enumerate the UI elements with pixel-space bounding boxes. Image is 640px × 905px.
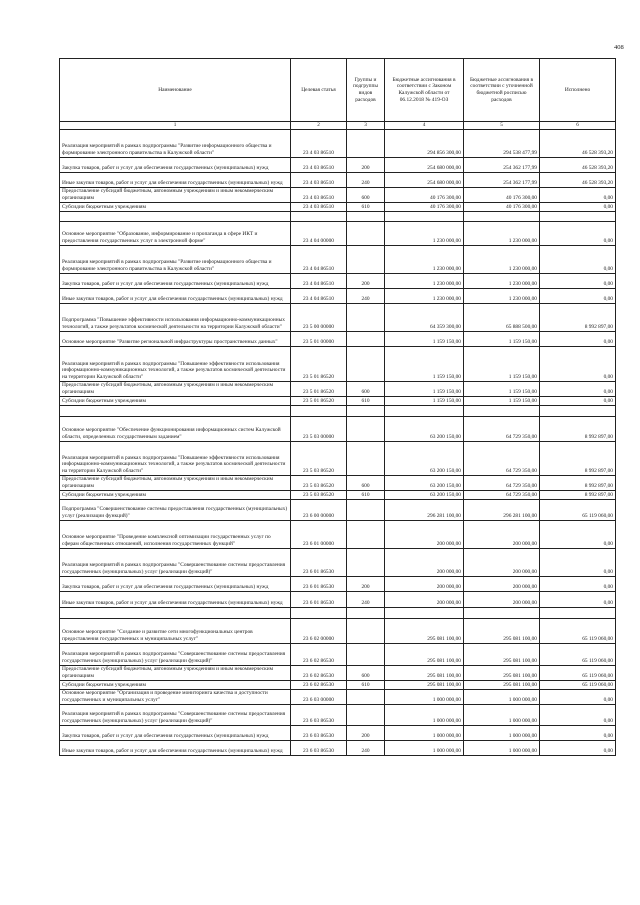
row-group-code [347,129,385,157]
row-group-code [347,520,385,548]
row-law-amount: 200 000,00 [385,576,464,591]
row-law-amount: 1 230 000,00 [385,288,464,303]
spacer-cell [60,607,291,618]
row-group-code: 600 [347,475,385,490]
row-name: Реализация мероприятий в рамках подпрограммы "Развитие информационного общества и формирование электронного правительства в Калужской области" [60,245,291,273]
row-law-amount: 63 200 150,00 [385,441,464,475]
row-executed-amount: 0,00 [540,725,616,740]
row-target-code: 23 4 03 86510 [291,157,347,172]
row-target-code: 23 5 03 00000 [291,416,347,441]
table-row [60,202,616,211]
row-law-amount: 1 000 000,00 [385,725,464,740]
row-law-amount: 200 000,00 [385,591,464,607]
row-group-code: 600 [347,381,385,396]
row-law-amount: 1 230 000,00 [385,221,464,245]
table-row [60,689,616,704]
row-target-code: 23 6 01 00000 [291,520,347,548]
row-law-amount: 1 000 000,00 [385,704,464,725]
row-executed-amount: 0,00 [540,273,616,288]
header-name: Наименование [60,59,291,122]
row-target-code: 23 4 03 86510 [291,202,347,211]
row-name: Реализация мероприятий в рамках подпрограммы "Совершенствование системы предоставления государственных (муниципальных) услуг (реализации функций)" [60,548,291,576]
row-target-code: 23 6 02 86530 [291,680,347,689]
row-name: Иные закупки товаров, работ и услуг для обеспечения государственных (муниципальных) нужд [60,591,291,607]
spacer-cell [540,405,616,416]
table-row [60,221,616,245]
spacer-row [60,211,616,221]
row-name: Иные закупки товаров, работ и услуг для обеспечения государственных (муниципальных) нужд [60,288,291,303]
row-target-code: 23 6 03 86530 [291,740,347,755]
row-refined-amount: 200 000,00 [464,576,540,591]
row-name: Основное мероприятие "Обеспечение функционирования информационных систем Калужской области, определенных государственным заданием" [60,416,291,441]
table-row [60,441,616,475]
table-row [60,172,616,187]
row-name: Иные закупки товаров, работ и услуг для обеспечения государственных (муниципальных) нужд [60,172,291,187]
row-group-code [347,416,385,441]
row-target-code: 23 5 03 86520 [291,441,347,475]
row-law-amount: 254 680 000,00 [385,157,464,172]
spacer-cell [60,211,291,221]
row-executed-amount: 0,00 [540,221,616,245]
row-target-code: 23 4 04 86510 [291,288,347,303]
table-row [60,704,616,725]
row-name: Закупка товаров, работ и услуг для обеспечения государственных (муниципальных) нужд [60,725,291,740]
row-executed-amount: 65 119 060,00 [540,643,616,665]
row-executed-amount: 65 119 060,00 [540,618,616,643]
header-row [60,59,616,122]
row-refined-amount: 64 729 350,00 [464,475,540,490]
row-executed-amount: 0,00 [540,346,616,381]
row-group-code [347,303,385,331]
row-target-code: 23 4 03 86510 [291,172,347,187]
row-group-code: 240 [347,740,385,755]
row-refined-amount: 1 000 000,00 [464,740,540,755]
row-refined-amount: 1 000 000,00 [464,704,540,725]
row-target-code: 23 6 01 86530 [291,576,347,591]
row-group-code [347,643,385,665]
row-refined-amount: 254 362 177,99 [464,172,540,187]
row-group-code [347,331,385,346]
row-law-amount: 64 359 300,00 [385,303,464,331]
row-refined-amount: 1 230 000,00 [464,273,540,288]
spacer-cell [291,405,347,416]
page-number: 408 [614,44,624,51]
spacer-cell [464,607,540,618]
row-group-code: 610 [347,202,385,211]
column-number: 1 [60,122,291,130]
row-name: Субсидии бюджетным учреждениям [60,396,291,405]
row-executed-amount: 46 528 393,20 [540,129,616,157]
table-row [60,346,616,381]
row-target-code: 23 6 02 00000 [291,618,347,643]
header-group: Группы и подгруппы видов расходов [347,59,385,122]
row-law-amount: 63 200 150,00 [385,490,464,499]
row-executed-amount: 0,00 [540,740,616,755]
row-target-code: 23 4 04 86510 [291,273,347,288]
row-executed-amount: 8 992 897,00 [540,416,616,441]
table-row [60,187,616,202]
row-target-code: 23 6 01 86530 [291,591,347,607]
row-executed-amount: 0,00 [540,704,616,725]
row-group-code: 200 [347,725,385,740]
table-row [60,490,616,499]
row-name: Подпрограмма "Совершенствование системы предоставления государственных (муниципальных) услуг (реализации функций)" [60,499,291,520]
row-target-code: 23 5 01 86520 [291,396,347,405]
row-group-code: 610 [347,680,385,689]
row-name: Закупка товаров, работ и услуг для обеспечения государственных (муниципальных) нужд [60,273,291,288]
spacer-cell [291,607,347,618]
row-law-amount: 1 159 150,00 [385,396,464,405]
row-target-code: 23 4 03 86510 [291,129,347,157]
table-row [60,643,616,665]
row-name: Закупка товаров, работ и услуг для обеспечения государственных (муниципальных) нужд [60,157,291,172]
row-law-amount: 63 200 150,00 [385,475,464,490]
table-row [60,331,616,346]
row-law-amount: 1 000 000,00 [385,740,464,755]
row-executed-amount: 0,00 [540,331,616,346]
header-refined: Бюджетные ассигнования в соответствии с уточненной бюджетной росписью расходов [464,59,540,122]
table-row [60,618,616,643]
row-refined-amount: 1 230 000,00 [464,221,540,245]
row-group-code [347,441,385,475]
spacer-cell [540,607,616,618]
row-executed-amount: 46 528 393,20 [540,157,616,172]
spacer-cell [464,405,540,416]
row-name: Предоставление субсидий бюджетным, автономным учреждениям и иным некоммерческим организациям [60,665,291,680]
row-group-code [347,221,385,245]
row-executed-amount: 0,00 [540,576,616,591]
row-refined-amount: 1 000 000,00 [464,725,540,740]
row-executed-amount: 0,00 [540,202,616,211]
row-refined-amount: 64 729 350,00 [464,441,540,475]
row-law-amount: 200 000,00 [385,548,464,576]
spacer-cell [464,211,540,221]
row-name: Предоставление субсидий бюджетным, автономным учреждениям и иным некоммерческим организациям [60,475,291,490]
row-executed-amount: 65 119 060,00 [540,680,616,689]
spacer-cell [347,405,385,416]
row-group-code: 240 [347,288,385,303]
row-target-code: 23 5 01 00000 [291,331,347,346]
row-group-code [347,346,385,381]
row-executed-amount: 65 119 060,00 [540,665,616,680]
column-number: 5 [464,122,540,130]
table-row [60,396,616,405]
row-target-code: 23 6 03 86530 [291,704,347,725]
row-group-code: 240 [347,172,385,187]
table-row [60,416,616,441]
row-target-code: 23 6 02 86530 [291,665,347,680]
row-executed-amount: 0,00 [540,381,616,396]
row-refined-amount: 64 729 350,00 [464,490,540,499]
row-executed-amount: 65 119 060,00 [540,499,616,520]
row-group-code [347,618,385,643]
table-row [60,680,616,689]
row-refined-amount: 40 176 300,00 [464,202,540,211]
row-name: Предоставление субсидий бюджетным, автономным учреждениям и иным некоммерческим организациям [60,187,291,202]
row-executed-amount: 46 528 393,20 [540,172,616,187]
column-number: 4 [385,122,464,130]
row-law-amount: 63 200 150,00 [385,416,464,441]
table-row [60,245,616,273]
row-refined-amount: 200 000,00 [464,548,540,576]
row-law-amount: 1 230 000,00 [385,273,464,288]
row-group-code: 200 [347,273,385,288]
row-group-code [347,499,385,520]
spacer-row [60,405,616,416]
spacer-cell [291,211,347,221]
header-target: Целевая статья [291,59,347,122]
row-executed-amount: 8 992 897,00 [540,490,616,499]
row-refined-amount: 65 888 500,00 [464,303,540,331]
table-row [60,725,616,740]
row-refined-amount: 64 729 350,00 [464,416,540,441]
row-law-amount: 1 159 150,00 [385,331,464,346]
row-law-amount: 295 081 100,00 [385,680,464,689]
row-group-code: 600 [347,665,385,680]
row-executed-amount: 8 992 897,00 [540,303,616,331]
row-refined-amount: 294 538 477,99 [464,129,540,157]
row-law-amount: 295 081 100,00 [385,665,464,680]
row-target-code: 23 6 00 00000 [291,499,347,520]
row-law-amount: 294 856 300,00 [385,129,464,157]
row-name: Предоставление субсидий бюджетным, автономным учреждениям и иным некоммерческим организациям [60,381,291,396]
spacer-cell [347,607,385,618]
row-law-amount: 1 159 150,00 [385,381,464,396]
row-target-code: 23 5 00 00000 [291,303,347,331]
row-executed-amount: 0,00 [540,187,616,202]
table-row [60,499,616,520]
row-refined-amount: 1 230 000,00 [464,288,540,303]
row-refined-amount: 1 159 150,00 [464,346,540,381]
table-row [60,665,616,680]
row-name: Основное мероприятие "Проведение комплексной оптимизации государственных услуг по сферам общественных отношений, исполнения государственных функций" [60,520,291,548]
row-group-code [347,704,385,725]
row-target-code: 23 4 03 86510 [291,187,347,202]
row-executed-amount: 0,00 [540,396,616,405]
table-row [60,157,616,172]
row-group-code: 600 [347,187,385,202]
row-law-amount: 40 176 300,00 [385,202,464,211]
row-target-code: 23 6 02 86530 [291,643,347,665]
row-refined-amount: 200 000,00 [464,591,540,607]
header-executed: Исполнено [540,59,616,122]
column-number: 3 [347,122,385,130]
row-name: Основное мероприятие "Развитие региональной инфраструктуры пространственных данных" [60,331,291,346]
table-row [60,740,616,755]
row-law-amount: 1 159 150,00 [385,346,464,381]
row-executed-amount: 8 992 897,00 [540,475,616,490]
row-refined-amount: 295 081 100,00 [464,665,540,680]
row-name: Основное мероприятие "Создание и развитие сети многофункциональных центров предоставления государственных и муниципальных услуг" [60,618,291,643]
table-row [60,381,616,396]
row-refined-amount: 40 176 300,00 [464,187,540,202]
table-body [60,129,616,755]
row-target-code: 23 5 03 86520 [291,490,347,499]
row-target-code: 23 4 04 86510 [291,245,347,273]
spacer-cell [60,405,291,416]
row-executed-amount: 0,00 [540,689,616,704]
row-refined-amount: 1 159 150,00 [464,331,540,346]
table-row [60,520,616,548]
row-name: Иные закупки товаров, работ и услуг для обеспечения государственных (муниципальных) нужд [60,740,291,755]
row-refined-amount: 254 362 177,99 [464,157,540,172]
row-group-code: 240 [347,591,385,607]
header-law: Бюджетные ассигнования в соответствии с Законом Калужской области от 06.12.2018 № 419-ОЗ [385,59,464,122]
row-refined-amount: 1 230 000,00 [464,245,540,273]
spacer-cell [540,211,616,221]
table-row [60,475,616,490]
spacer-row [60,607,616,618]
row-name: Закупка товаров, работ и услуг для обеспечения государственных (муниципальных) нужд [60,576,291,591]
row-name: Субсидии бюджетным учреждениям [60,202,291,211]
row-group-code: 200 [347,576,385,591]
row-group-code: 610 [347,490,385,499]
row-name: Основное мероприятие "Образование, информирование и пропаганда в сфере ИКТ и предоставления государственных услуг в электронной форме" [60,221,291,245]
row-name: Реализация мероприятий в рамках подпрограммы "Совершенствование системы предоставления государственных (муниципальных) услуг (реализации функций)" [60,643,291,665]
table-row [60,129,616,157]
row-refined-amount: 296 281 100,00 [464,499,540,520]
row-law-amount: 1 230 000,00 [385,245,464,273]
row-law-amount: 1 000 000,00 [385,689,464,704]
row-group-code [347,548,385,576]
table-row [60,576,616,591]
row-refined-amount: 295 081 100,00 [464,643,540,665]
row-refined-amount: 295 081 100,00 [464,618,540,643]
row-name: Подпрограмма "Повышение эффективности использования информационно-коммуникационных технологий, а также результатов космической деятельности на территории Калужской области" [60,303,291,331]
row-executed-amount: 0,00 [540,591,616,607]
column-number: 6 [540,122,616,130]
spacer-cell [385,405,464,416]
row-name: Субсидии бюджетным учреждениям [60,490,291,499]
row-executed-amount: 0,00 [540,288,616,303]
spacer-cell [385,211,464,221]
row-target-code: 23 6 01 86530 [291,548,347,576]
row-law-amount: 254 680 000,00 [385,172,464,187]
row-target-code: 23 5 01 86520 [291,346,347,381]
row-name: Субсидии бюджетным учреждениям [60,680,291,689]
spacer-cell [385,607,464,618]
table-row [60,273,616,288]
row-executed-amount: 0,00 [540,245,616,273]
row-refined-amount: 1 159 150,00 [464,381,540,396]
row-executed-amount: 0,00 [540,548,616,576]
spacer-cell [347,211,385,221]
row-name: Реализация мероприятий в рамках подпрограммы "Развитие информационного общества и формирование электронного правительства в Калужской области" [60,129,291,157]
row-target-code: 23 5 03 86520 [291,475,347,490]
row-refined-amount: 1 000 000,00 [464,689,540,704]
row-target-code: 23 4 04 00000 [291,221,347,245]
table-row [60,591,616,607]
row-name: Реализация мероприятий в рамках подпрограммы "Повышение эффективности использования информационно-коммуникационных технологий, а также результатов космической деятельности на территории Калужской области" [60,441,291,475]
row-executed-amount: 8 992 897,00 [540,441,616,475]
row-refined-amount: 200 000,00 [464,520,540,548]
budget-table [59,58,616,756]
row-law-amount: 295 081 100,00 [385,618,464,643]
row-refined-amount: 295 081 100,00 [464,680,540,689]
row-law-amount: 200 000,00 [385,520,464,548]
row-name: Основное мероприятие "Организация и проведение мониторинга качества и доступности государственных и муниципальных услуг" [60,689,291,704]
row-target-code: 23 5 01 86520 [291,381,347,396]
row-name: Реализация мероприятий в рамках подпрограммы "Совершенствование системы предоставления государственных (муниципальных) услуг (реализации функций)" [60,704,291,725]
row-group-code [347,245,385,273]
row-law-amount: 295 081 100,00 [385,643,464,665]
column-number-row [60,122,616,130]
row-target-code: 23 6 03 86530 [291,725,347,740]
column-number: 2 [291,122,347,130]
row-target-code: 23 6 03 00000 [291,689,347,704]
row-law-amount: 296 281 100,00 [385,499,464,520]
row-group-code: 200 [347,157,385,172]
table-row [60,303,616,331]
row-group-code [347,689,385,704]
row-name: Реализация мероприятий в рамках подпрограммы "Повышение эффективности использования информационно-коммуникационных технологий, а также результатов космической деятельности на территории Калужской области" [60,346,291,381]
row-group-code: 610 [347,396,385,405]
table-row [60,548,616,576]
table-row [60,288,616,303]
row-refined-amount: 1 159 150,00 [464,396,540,405]
row-law-amount: 40 176 300,00 [385,187,464,202]
row-executed-amount: 0,00 [540,520,616,548]
